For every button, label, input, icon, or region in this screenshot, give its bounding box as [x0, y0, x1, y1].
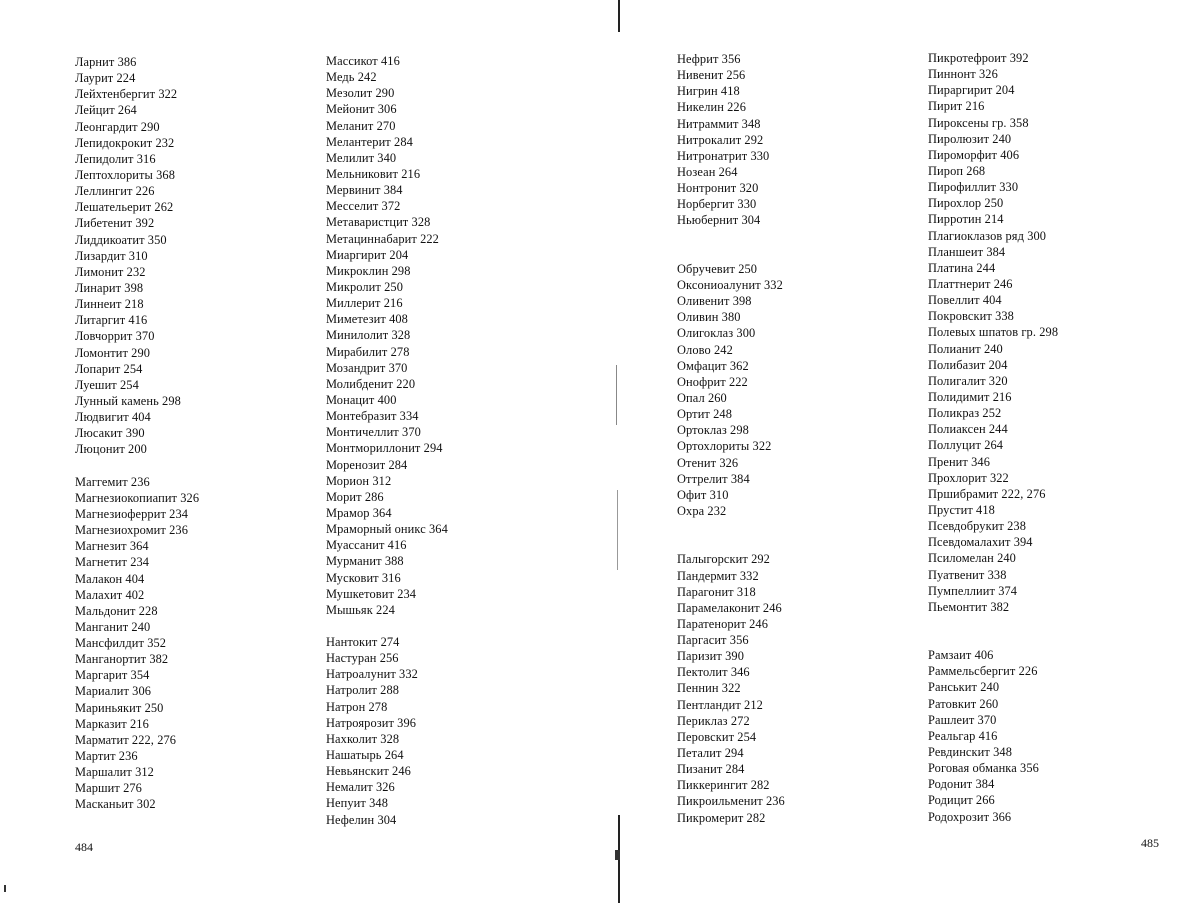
index-entry: Мансфилдит 352	[75, 636, 167, 651]
index-entry: Олигоклаз 300	[677, 326, 756, 341]
index-entry: Нефрит 356	[677, 52, 741, 66]
index-entry: Мышьяк 224	[326, 602, 395, 617]
index-entry: Омфацит 362	[677, 358, 749, 373]
index-entry: Меланит 270	[326, 118, 396, 133]
index-entry: Мельниковит 216	[326, 166, 421, 181]
index-entry: Паргасит 356	[677, 633, 749, 648]
index-entry: Поллуцит 264	[928, 438, 1004, 453]
index-entry: Полевых шпатов гр. 298	[928, 325, 1059, 340]
index-entry: Нитраммит 348	[677, 116, 761, 131]
index-entry: Мейонит 306	[326, 102, 397, 117]
index-entry: Монтебразит 334	[326, 409, 419, 424]
index-entry: Магнетит 234	[75, 555, 150, 570]
index-entry: Марматит 222, 276	[75, 732, 177, 747]
index-entry: Платина 244	[928, 260, 996, 275]
index-entry: Мушкетовит 234	[326, 586, 417, 601]
index-entry: Лиддикоатит 350	[75, 232, 167, 247]
index-entry: Паратенорит 246	[677, 616, 768, 631]
index-entry: Псевдобрукит 238	[928, 519, 1027, 534]
index-entry: Манганит 240	[75, 619, 151, 634]
index-entry: Немалит 326	[326, 780, 395, 795]
index-entry: Морит 286	[326, 489, 384, 504]
section-spacer	[677, 535, 917, 551]
index-entry: Рашлеит 370	[928, 712, 997, 727]
index-entry: Родицит 266	[928, 793, 995, 808]
index-entry: Платтнерит 246	[928, 276, 1013, 291]
index-entry: Пентландит 212	[677, 697, 763, 712]
index-entry: Пеннин 322	[677, 681, 741, 696]
index-entry: Мезолит 290	[326, 86, 395, 101]
index-entry: Повеллит 404	[928, 293, 1002, 308]
index-entry: Муассанит 416	[326, 538, 407, 553]
index-entry: Лимонит 232	[75, 264, 146, 279]
index-entry: Нозеан 264	[677, 164, 738, 179]
gutter-line-top	[618, 0, 620, 32]
index-entry: Монацит 400	[326, 392, 397, 407]
index-entry: Пирротин 214	[928, 212, 1004, 227]
index-entry: Реальгар 416	[928, 728, 998, 743]
index-entry: Морион 312	[326, 473, 392, 488]
section-spacer	[75, 458, 315, 474]
index-entry: Метациннабарит 222	[326, 231, 439, 246]
index-entry: Палыгорскит 292	[677, 552, 770, 567]
index-entry: Мирабилит 278	[326, 344, 410, 359]
index-entry: Монтичеллит 370	[326, 425, 421, 440]
index-entry: Либетенит 392	[75, 216, 155, 231]
index-entry: Леллингит 226	[75, 184, 155, 199]
index-entry: Ратовкит 260	[928, 696, 999, 711]
index-entry: Мурманит 388	[326, 554, 404, 569]
index-entry: Леонгардит 290	[75, 119, 160, 134]
index-entry: Псиломелан 240	[928, 551, 1016, 566]
index-entry: Ньюбернит 304	[677, 213, 761, 228]
index-entry: Охра 232	[677, 503, 727, 518]
index-entry: Пуатвенит 338	[928, 567, 1007, 582]
index-entry: Линнеит 218	[75, 297, 144, 312]
index-entry: Пироп 268	[928, 163, 986, 178]
index-entry: Пикромерит 282	[677, 810, 766, 825]
index-entry: Мариньякит 250	[75, 700, 164, 715]
index-entry: Маршит 276	[75, 781, 142, 796]
section-spacer	[326, 618, 566, 634]
index-entry: Плагиоклазов ряд 300	[928, 228, 1047, 243]
index-entry: Нашатырь 264	[326, 748, 404, 763]
index-entry: Прохлорит 322	[928, 470, 1009, 485]
index-entry: Пироморфит 406	[928, 147, 1020, 162]
index-entry: Моренозит 284	[326, 457, 408, 472]
index-entry: Нантокит 274	[326, 635, 400, 650]
index-entry: Пумпеллиит 374	[928, 583, 1018, 598]
index-entry: Натроярозит 396	[326, 715, 417, 730]
index-entry: Нахколит 328	[326, 731, 400, 746]
index-entry: Маггемит 236	[75, 474, 150, 489]
index-entry: Пикротефроит 392	[928, 51, 1029, 65]
index-entry: Миллерит 216	[326, 296, 403, 311]
index-entry: Ларнит 386	[75, 55, 137, 69]
index-entry: Нитрокалит 292	[677, 132, 764, 147]
index-entry: Миаргирит 204	[326, 247, 409, 262]
index-column-1	[75, 54, 315, 813]
index-entry: Обручевит 250	[677, 261, 758, 276]
index-entry: Пршибрамит 222, 276	[928, 486, 1046, 501]
index-entry: Нигрин 418	[677, 84, 740, 99]
index-entry: Пьемонтит 382	[928, 599, 1010, 614]
section-spacer	[677, 519, 917, 535]
index-entry: Родонит 384	[928, 777, 995, 792]
index-entry: Полибазит 204	[928, 357, 1008, 372]
index-entry: Офит 310	[677, 487, 729, 502]
section-spacer	[928, 615, 1168, 631]
index-entry: Олово 242	[677, 342, 733, 357]
index-entry: Мервинит 384	[326, 183, 403, 198]
index-entry: Ломонтит 290	[75, 345, 151, 360]
index-entry: Отенит 326	[677, 455, 739, 470]
index-entry: Полиаксен 244	[928, 422, 1008, 437]
index-entry: Парамелаконит 246	[677, 600, 782, 615]
index-entry: Люсакит 390	[75, 426, 145, 441]
index-entry: Мраморный оникс 364	[326, 522, 448, 537]
index-entry: Онофрит 222	[677, 374, 748, 389]
index-column-3	[677, 51, 917, 826]
index-entry: Полианит 240	[928, 341, 1003, 356]
index-entry: Натроалунит 332	[326, 667, 418, 682]
index-entry: Ортоклаз 298	[677, 423, 749, 438]
index-entry: Метаваристцит 328	[326, 215, 431, 230]
index-entry: Периклаз 272	[677, 713, 750, 728]
index-entry: Мусковит 316	[326, 570, 401, 585]
page-number-left: 484	[75, 840, 93, 854]
index-entry: Пираргирит 204	[928, 83, 1015, 98]
index-entry: Пирофиллит 330	[928, 180, 1019, 195]
index-entry: Ортохлориты 322	[677, 439, 772, 454]
index-column-4	[928, 50, 1168, 825]
index-entry: Мрамор 364	[326, 505, 392, 520]
index-entry: Парагонит 318	[677, 584, 756, 599]
index-entry: Малакон 404	[75, 571, 145, 586]
index-entry: Миметезит 408	[326, 312, 408, 327]
index-entry: Никелин 226	[677, 100, 747, 115]
index-entry: Невьянскит 246	[326, 764, 411, 779]
index-entry: Перовскит 254	[677, 729, 757, 744]
index-entry: Полидимит 216	[928, 389, 1012, 404]
index-entry: Оливенит 398	[677, 294, 752, 309]
index-entry: Люцонит 200	[75, 442, 147, 457]
index-entry: Родохрозит 366	[928, 809, 1012, 824]
index-entry: Покровскит 338	[928, 309, 1014, 324]
index-entry: Прустит 418	[928, 502, 995, 517]
index-entry: Ревдинскит 348	[928, 745, 1012, 760]
index-entry: Непуит 348	[326, 796, 389, 811]
index-entry: Пиролюзит 240	[928, 131, 1012, 146]
gutter-shadow-middle	[616, 365, 617, 425]
index-entry: Натрон 278	[326, 699, 388, 714]
section-spacer	[928, 631, 1168, 647]
binding-mark	[615, 850, 620, 860]
index-entry: Монтмориллонит 294	[326, 441, 443, 456]
index-entry: Магнезиокопиапит 326	[75, 490, 200, 505]
index-entry: Нивенит 256	[677, 68, 746, 83]
index-entry: Пренит 346	[928, 454, 991, 469]
index-entry: Пектолит 346	[677, 665, 750, 680]
index-entry: Пирохлор 250	[928, 196, 1004, 211]
index-entry: Микроклин 298	[326, 263, 411, 278]
index-column-2	[326, 53, 566, 828]
index-entry: Пиккерингит 282	[677, 778, 770, 793]
index-entry: Медь 242	[326, 70, 377, 85]
index-entry: Лепидокрокит 232	[75, 135, 175, 150]
index-entry: Масканьит 302	[75, 797, 156, 812]
index-entry: Оксониоалунит 332	[677, 277, 783, 292]
index-entry: Магнезит 364	[75, 539, 149, 554]
index-entry: Ловчоррит 370	[75, 329, 155, 344]
index-entry: Пиннонт 326	[928, 67, 998, 82]
index-entry: Рамзаит 406	[928, 648, 994, 663]
index-entry: Месселит 372	[326, 199, 401, 214]
scan-speck	[4, 885, 6, 892]
index-entry: Нонтронит 320	[677, 181, 759, 196]
section-spacer	[677, 229, 917, 245]
index-entry: Марказит 216	[75, 716, 149, 731]
index-entry: Маршалит 312	[75, 765, 154, 780]
index-entry: Малахит 402	[75, 587, 145, 602]
index-entry: Раммельсбергит 226	[928, 664, 1038, 679]
index-entry: Луешит 254	[75, 377, 139, 392]
index-entry: Норбергит 330	[677, 197, 757, 212]
index-entry: Людвигит 404	[75, 410, 151, 425]
index-entry: Мартит 236	[75, 749, 138, 764]
index-entry: Микролит 250	[326, 279, 404, 294]
page-number-right: 485	[1141, 836, 1159, 850]
index-entry: Магнезиохромит 236	[75, 523, 189, 538]
index-entry: Мелилит 340	[326, 150, 397, 165]
index-entry: Натролит 288	[326, 683, 400, 698]
index-entry: Оливин 380	[677, 310, 741, 325]
index-entry: Минилолит 328	[326, 328, 411, 343]
index-entry: Лопарит 254	[75, 361, 143, 376]
index-entry: Нитронатрит 330	[677, 148, 770, 163]
index-entry: Петалит 294	[677, 746, 744, 761]
index-entry: Настуран 256	[326, 651, 399, 666]
index-entry: Мелантерит 284	[326, 134, 413, 149]
index-entry: Опал 260	[677, 390, 727, 405]
index-entry: Мозандрит 370	[326, 360, 408, 375]
index-entry: Пизанит 284	[677, 762, 745, 777]
index-entry: Оттрелит 384	[677, 471, 750, 486]
index-entry: Пирит 216	[928, 99, 985, 114]
index-entry: Лунный камень 298	[75, 393, 181, 408]
index-entry: Роговая обманка 356	[928, 761, 1039, 776]
index-entry: Лептохлориты 368	[75, 167, 176, 182]
index-entry: Мальдонит 228	[75, 603, 158, 618]
index-entry: Мариалит 306	[75, 684, 152, 699]
index-entry: Ортит 248	[677, 407, 733, 422]
index-entry: Магнезиоферрит 234	[75, 506, 189, 521]
index-entry: Лешательерит 262	[75, 200, 174, 215]
index-entry: Литаргит 416	[75, 313, 148, 328]
index-entry: Маргарит 354	[75, 668, 150, 683]
index-entry: Лейхтенбергит 322	[75, 87, 178, 102]
index-entry: Лизардит 310	[75, 248, 148, 263]
index-entry: Планшеит 384	[928, 244, 1006, 259]
index-entry: Псевдомалахит 394	[928, 535, 1033, 550]
gutter-shadow-lower	[617, 490, 618, 570]
index-entry: Массикот 416	[326, 54, 400, 68]
index-entry: Пикроильменит 236	[677, 794, 785, 809]
index-entry: Линарит 398	[75, 280, 144, 295]
section-spacer	[677, 245, 917, 261]
index-entry: Ранськит 240	[928, 680, 1000, 695]
index-entry: Нефелин 304	[326, 812, 397, 827]
index-entry: Молибденит 220	[326, 376, 416, 391]
index-entry: Манганортит 382	[75, 652, 169, 667]
index-entry: Лаурит 224	[75, 71, 136, 86]
index-entry: Лейцит 264	[75, 103, 137, 118]
index-entry: Пандермит 332	[677, 568, 759, 583]
index-entry: Паризит 390	[677, 649, 744, 664]
index-entry: Поликраз 252	[928, 406, 1002, 421]
index-entry: Пироксены гр. 358	[928, 115, 1029, 130]
index-entry: Лепидолит 316	[75, 151, 156, 166]
index-entry: Полигалит 320	[928, 373, 1008, 388]
